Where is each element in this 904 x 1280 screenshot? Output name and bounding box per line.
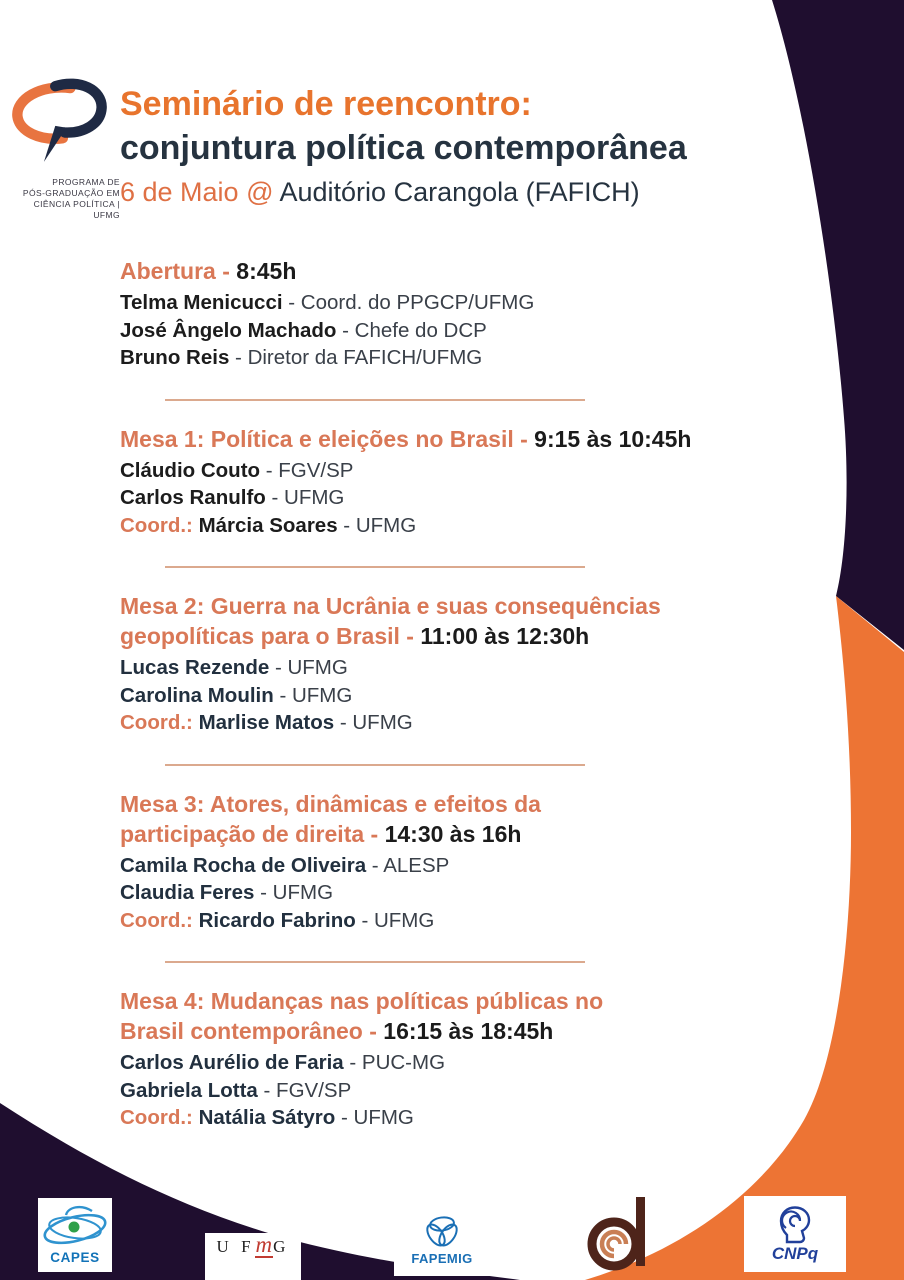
- poster-subtitle: conjuntura política contemporânea: [120, 129, 687, 167]
- speaker-role: - Diretor da FAFICH/UFMG: [229, 346, 483, 369]
- speaker-role: - UFMG: [337, 513, 417, 537]
- speaker-line: [120, 457, 810, 485]
- cnpq-head-icon: [773, 1204, 817, 1244]
- fapemig-label: FAPEMIG: [411, 1251, 473, 1266]
- speaker-name: Telma Menicucci: [120, 291, 283, 314]
- coord-label: Coord.:: [120, 908, 199, 932]
- session-mesa-4: [120, 986, 810, 1132]
- speaker-name: Marlise Matos: [198, 711, 335, 734]
- session-heading: Mesa 3: Atores, dinâmicas e efeitos da participação de direita - 14:30 às 16h: [120, 790, 541, 847]
- coordinator-line: [120, 512, 810, 540]
- speaker-name: Carlos Ranulfo: [120, 486, 266, 509]
- speaker-line: [120, 879, 810, 907]
- speaker-name: Lucas Rezende: [120, 656, 270, 679]
- session-mesa-3: [120, 789, 810, 935]
- speaker-name: Bruno Reis: [120, 346, 230, 369]
- speech-bubble-icon: [8, 78, 112, 170]
- speaker-name: Cláudio Couto: [120, 458, 261, 482]
- speaker-role: - UFMG: [254, 881, 334, 904]
- speaker-role: - UFMG: [334, 711, 413, 734]
- program: [120, 256, 810, 1132]
- coord-label: Coord.:: [120, 513, 199, 537]
- speaker-name: Márcia Soares: [198, 513, 338, 537]
- cnpq-label: CNPq: [771, 1244, 819, 1263]
- cnpq-logo: [744, 1196, 846, 1272]
- speaker-name: Gabriela Lotta: [120, 1078, 258, 1102]
- ppgcp-caption-line: PÓS-GRADUAÇÃO EM: [22, 188, 120, 198]
- speaker-name: Natália Sátyro: [198, 1106, 336, 1129]
- dcp-logo: [584, 1192, 652, 1276]
- session-heading: Mesa 1: Política e eleições no Brasil - 9:15 às 10:45h: [120, 425, 692, 452]
- coord-label: Coord.:: [120, 1106, 199, 1129]
- speaker-role: - UFMG: [355, 908, 435, 932]
- speaker-line: [120, 317, 810, 345]
- session-mesa-2: [120, 591, 810, 737]
- session-mesa-1: [120, 424, 810, 540]
- speaker-name: Carolina Moulin: [120, 683, 274, 707]
- speaker-role: - Coord. do PPGCP/UFMG: [282, 291, 535, 314]
- speaker-line: [120, 1049, 810, 1077]
- fapemig-icon: [418, 1214, 466, 1250]
- section-divider: [165, 399, 585, 401]
- speaker-role: - PUC-MG: [343, 1051, 446, 1074]
- speaker-role: - UFMG: [265, 486, 345, 509]
- speaker-line: [120, 484, 810, 512]
- ppgcp-caption: [8, 177, 122, 221]
- speaker-line: [120, 654, 810, 682]
- speaker-role: - ALESP: [366, 853, 450, 877]
- header: [120, 82, 687, 210]
- event-location: Auditório Carangola (FAFICH): [279, 177, 640, 207]
- fapemig-logo: [394, 1204, 490, 1276]
- session-heading: Mesa 4: Mudanças nas políticas públicas no Brasil contemporâneo - 16:15 às 18:45h: [120, 988, 604, 1044]
- speaker-line: [120, 1077, 810, 1105]
- section-divider: [165, 764, 585, 766]
- event-date: [120, 174, 687, 210]
- capes-label: CAPES: [50, 1250, 100, 1265]
- speaker-line: [120, 852, 810, 880]
- speaker-role: - FGV/SP: [260, 458, 354, 482]
- coordinator-line: [120, 1104, 810, 1132]
- section-divider: [165, 566, 585, 568]
- section-divider: [165, 961, 585, 963]
- ppgcp-caption-line: PROGRAMA DE: [52, 177, 120, 187]
- session-time: 9:15 às 10:45h: [534, 425, 692, 452]
- speaker-name: José Ângelo Machado: [120, 318, 337, 342]
- speaker-line: [120, 289, 810, 317]
- session-heading: Mesa 2: Guerra na Ucrânia e suas consequências geopolíticas para o Brasil - 11:00 às 12:30h: [120, 593, 661, 649]
- dcp-d-icon: [586, 1192, 650, 1276]
- capes-icon: [40, 1205, 110, 1249]
- session-time: 11:00 às 12:30h: [420, 623, 590, 649]
- speaker-role: - UFMG: [269, 656, 348, 679]
- speaker-role: - UFMG: [335, 1106, 414, 1129]
- speaker-role: - FGV/SP: [257, 1078, 352, 1102]
- speaker-role: - Chefe do DCP: [336, 318, 487, 342]
- ppgcp-caption-line: CIÊNCIA POLÍTICA | UFMG: [33, 199, 120, 220]
- ppgcp-logo: [8, 78, 122, 221]
- session-time: 14:30 às 16h: [384, 820, 522, 847]
- coordinator-line: [120, 907, 810, 935]
- speaker-name: Camila Rocha de Oliveira: [120, 853, 367, 877]
- session-time: 8:45h: [236, 258, 297, 284]
- session-time: 16:15 às 18:45h: [383, 1018, 554, 1044]
- poster-title: Seminário de reencontro:: [120, 85, 532, 123]
- speaker-line: [120, 344, 810, 372]
- speaker-line: [120, 682, 810, 710]
- session-heading: Abertura - 8:45h: [120, 258, 297, 284]
- ufmg-letter-g: G: [273, 1237, 290, 1256]
- speaker-name: Claudia Feres: [120, 881, 255, 904]
- ufmg-logo: [205, 1233, 301, 1280]
- ufmg-letters-uf: U F: [216, 1237, 255, 1256]
- speaker-role: - UFMG: [273, 683, 353, 707]
- ufmg-letter-m: m: [255, 1232, 273, 1257]
- coord-label: Coord.:: [120, 711, 199, 734]
- event-date-prefix: 6 de Maio @: [120, 177, 280, 207]
- speaker-name: Ricardo Fabrino: [198, 908, 356, 932]
- speaker-name: Carlos Aurélio de Faria: [120, 1051, 344, 1074]
- session-abertura: [120, 256, 810, 372]
- coordinator-line: [120, 709, 810, 737]
- capes-logo: [38, 1198, 112, 1272]
